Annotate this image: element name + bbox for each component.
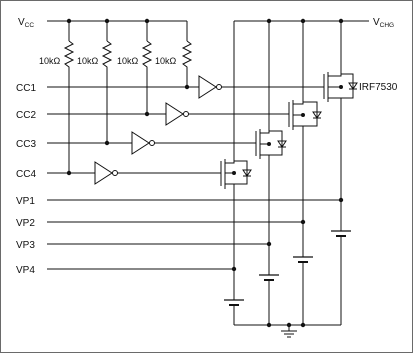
cell-4 [224,300,244,325]
mosfet-3 [256,129,286,173]
cc3-line [47,132,256,154]
pullup-wires [69,87,187,173]
cell-3 [259,275,279,325]
vp1-label: VP1 [16,196,35,207]
ground-icon [281,331,297,337]
cc4-line [47,162,221,184]
circuit-schematic [1,1,413,354]
cc2-line [47,103,289,125]
vp3-label: VP3 [16,240,35,251]
mosfet-2 [289,100,321,143]
vp4-label: VP4 [16,265,35,276]
mosfet-1 [324,72,398,115]
cc2-label: CC2 [16,110,37,121]
vcc-label: $V_{CC}$ [18,17,35,29]
mosfet-4 [221,159,251,201]
ground-bus [234,323,341,337]
cc1-line [47,76,324,98]
vp-lines [47,198,343,271]
cell-2 [293,257,313,325]
resistor-1 [39,41,73,87]
vchg-label: $V_{CHG}$ [373,17,395,29]
resistor-1-value: 10kΩ [39,56,61,66]
resistor-3 [117,41,151,87]
cc4-label: CC4 [16,169,37,180]
cc1-label: CC1 [16,83,37,94]
resistor-2-value: 10kΩ [77,56,99,66]
mosfet-part-label: IRF7530 [359,82,398,93]
cell-1 [331,231,351,325]
resistor-3-value: 10kΩ [117,56,139,66]
cc3-label: CC3 [16,139,37,150]
resistor-4-value: 10kΩ [155,56,177,66]
resistor-4 [155,41,191,87]
vcc-rail [47,19,187,41]
vp2-label: VP2 [16,218,35,229]
vchg-rail [234,19,369,161]
resistor-2 [77,41,111,87]
